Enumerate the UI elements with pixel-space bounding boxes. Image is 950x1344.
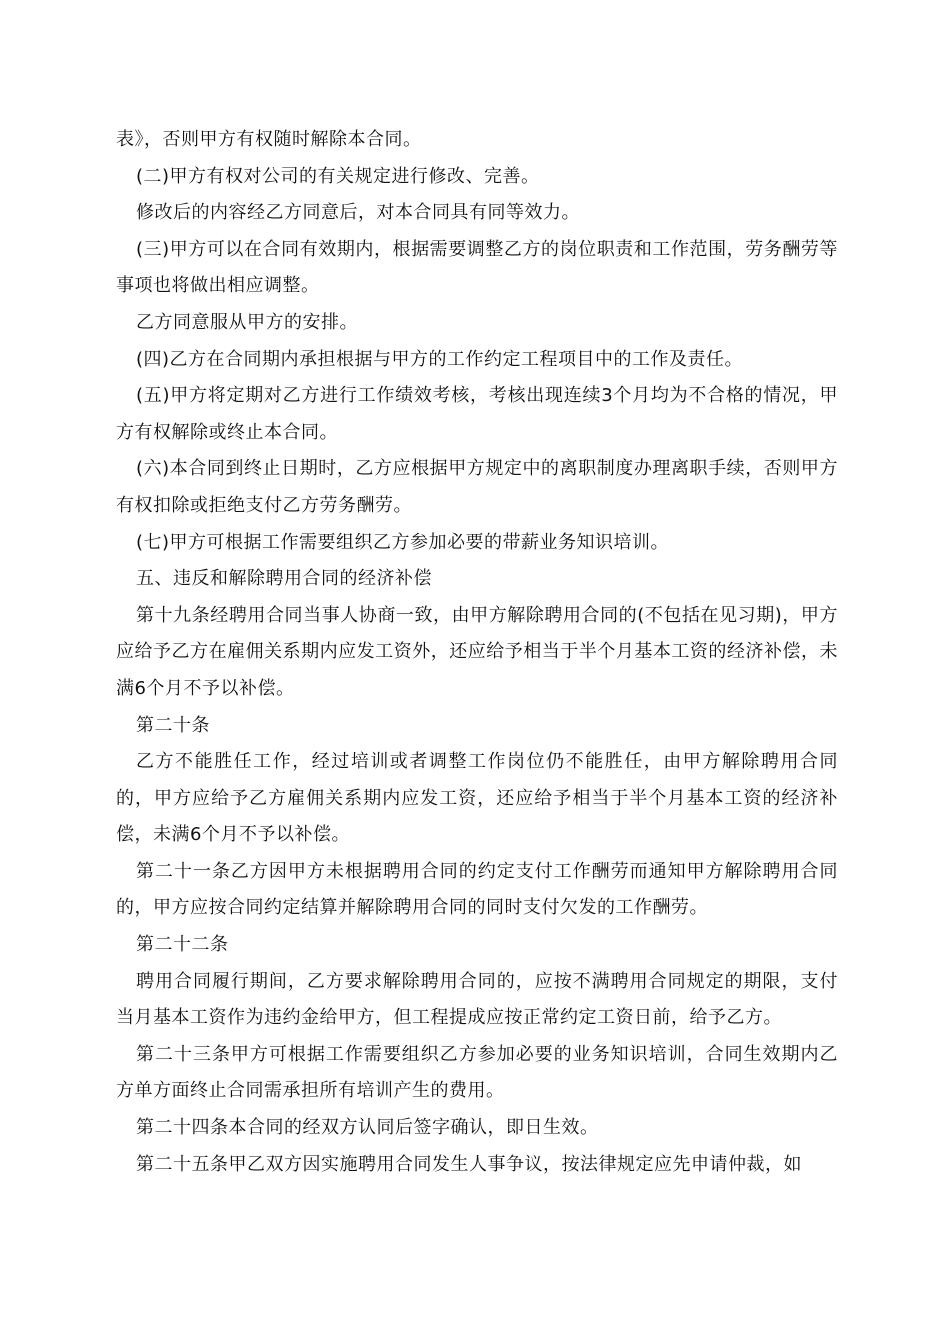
paragraph-clause-2-note: 修改后的内容经乙方同意后，对本合同具有同等效力。 [136,202,580,224]
article-heading-22: 第二十二条 [136,934,229,956]
article-heading-20: 第二十条 [136,714,210,736]
paragraph-article-23: 第二十三条甲方可根据工作需要组织乙方参加必要的业务知识培训，合同生效期内乙方单方面终止合同需承担所有培训产生的费用。 [116,1043,838,1102]
paragraph-clause-6: (六)本合同到终止日期时，乙方应根据甲方规定中的离职制度办理离职手续，否则甲方有权扣除或拒绝支付乙方劳务酬劳。 [116,458,838,516]
paragraph-clause-2: (二)甲方有权对公司的有关规定进行修改、完善。 [136,165,540,187]
paragraph-clause-7: (七)甲方可根据工作需要组织乙方参加必要的带薪业务知识培训。 [136,531,670,553]
paragraph-clause-3: (三)甲方可以在合同有效期内，根据需要调整乙方的岗位职责和工作范围，劳务酬劳等事项也将做出相应调整。 [116,238,838,297]
section-heading-5: 五、违反和解除聘用合同的经济补偿 [136,568,432,590]
paragraph-clause-5: (五)甲方将定期对乙方进行工作绩效考核，考核出现连续3个月均为不合格的情况，甲方有权解除或终止本合同。 [116,385,838,443]
paragraph-article-21: 第二十一条乙方因甲方未根据聘用合同的约定支付工作酬劳而通知甲方解除聘用合同的，甲方应按合同约定结算并解除聘用合同的同时支付欠发的工作酬劳。 [116,860,838,919]
paragraph-article-25: 第二十五条甲乙双方因实施聘用合同发生人事争议，按法律规定应先申请仲裁，如 [136,1153,802,1175]
paragraph-article-22: 聘用合同履行期间，乙方要求解除聘用合同的，应按不满聘用合同规定的期限，支付当月基本工资作为违约金给甲方，但工程提成应按正常约定工资日前，给予乙方。 [116,970,838,1029]
paragraph-article-20: 乙方不能胜任工作，经过培训或者调整工作岗位仍不能胜任，由甲方解除聘用合同的，甲方应给予乙方雇佣关系期内应发工资，还应给予相当于半个月基本工资的经济补偿，未满6个月不予以补偿。 [116,751,838,846]
paragraph-article-24: 第二十四条本合同的经双方认同后签字确认，即日生效。 [136,1117,599,1139]
paragraph-article-19: 第十九条经聘用合同当事人协商一致，由甲方解除聘用合同的(不包括在见习期)，甲方应给予乙方在雇佣关系期内应发工资外，还应给予相当于半个月基本工资的经济补偿，未满6个月不予以补偿。 [116,604,838,699]
paragraph-continuation: 表》，否则甲方有权随时解除本合同。 [116,129,422,150]
paragraph-clause-3-note: 乙方同意服从甲方的安排。 [136,311,358,333]
paragraph-clause-4: (四)乙方在合同期内承担根据与甲方的工作约定工程项目中的工作及责任。 [136,348,744,370]
document-body [116,122,838,1183]
